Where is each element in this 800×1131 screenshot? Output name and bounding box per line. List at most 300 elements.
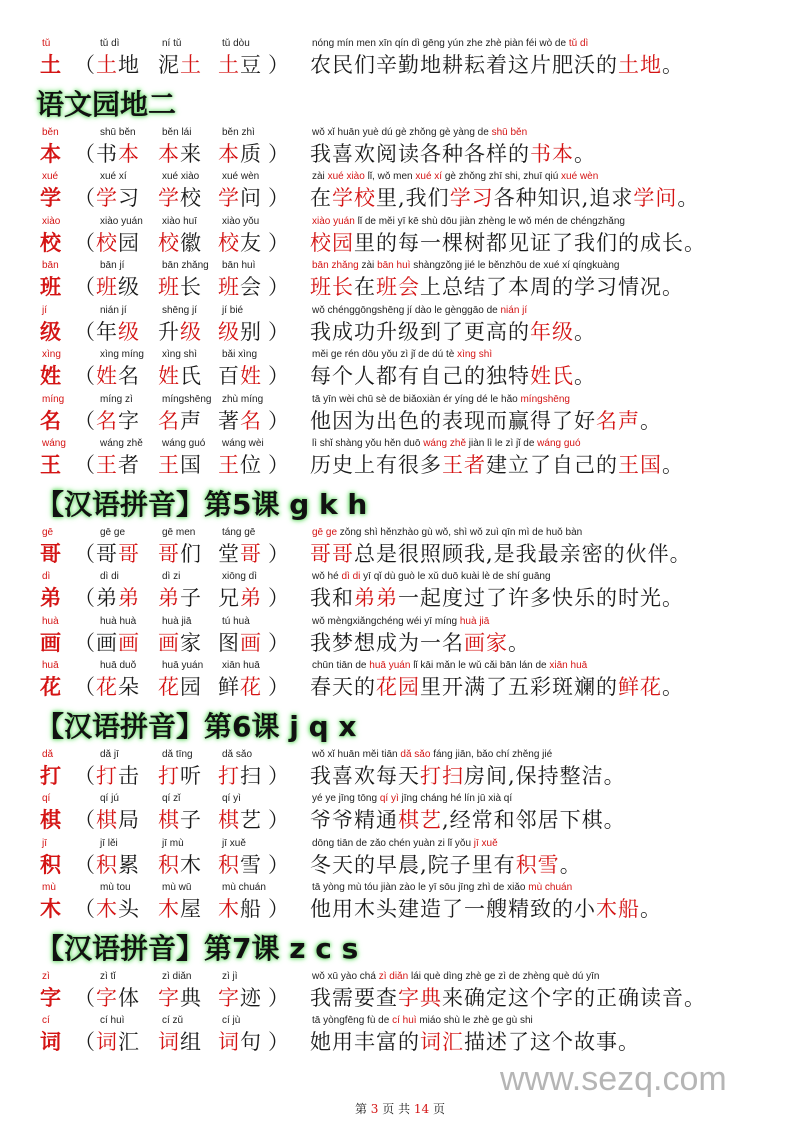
- sentence-segment: 。: [640, 408, 662, 433]
- example-sentence: [310, 450, 684, 480]
- word: [158, 1027, 202, 1057]
- sentence-segment: 学校: [332, 186, 376, 210]
- sentence-segment: 我喜欢阅读各种各样的: [310, 141, 530, 166]
- sentence-segment: 。: [574, 364, 596, 388]
- word-segment: 画: [240, 630, 262, 655]
- word-segment: 园: [118, 230, 140, 255]
- sentence-segment: 一起度过了许多快乐的时光。: [398, 586, 684, 610]
- word: [96, 850, 140, 880]
- sentence-pinyin-segment: lǐ kāi mǎn le wǔ cǎi bān lán de: [410, 660, 550, 671]
- word-segment: 校: [180, 186, 202, 210]
- word-segment: 友: [240, 230, 262, 255]
- word: [96, 317, 140, 347]
- word-segment: 本: [218, 141, 240, 166]
- target-character: 积: [40, 851, 62, 877]
- open-paren: （: [74, 408, 96, 433]
- character-row: [36, 394, 776, 440]
- word-pinyin: dì zi: [162, 571, 181, 582]
- sentence-pinyin: [312, 838, 498, 850]
- close-paren: ）: [268, 808, 290, 832]
- character-row: [36, 305, 776, 351]
- sentence-segment: 。: [662, 675, 684, 699]
- word: [218, 406, 262, 436]
- word-segment: 级: [118, 319, 140, 344]
- sentence-segment: 学习: [449, 186, 494, 210]
- word: [96, 183, 140, 213]
- word: [158, 583, 202, 613]
- word-pinyin: běn lái: [162, 126, 192, 138]
- word-segment: 名: [118, 364, 140, 388]
- word-segment: 书: [96, 141, 118, 166]
- word-segment: 艺: [240, 808, 262, 832]
- word-pinyin: zhù míng: [222, 393, 264, 405]
- word: [158, 272, 202, 302]
- character-pinyin: dǎ: [42, 748, 54, 760]
- word-segment: 名: [96, 408, 118, 433]
- character-row: [36, 1015, 776, 1061]
- sentence-pinyin-segment: nián jí: [500, 304, 528, 316]
- close-paren: ）: [268, 586, 290, 610]
- word-pinyin: ní tǔ: [162, 38, 182, 49]
- word-segment: 子: [180, 586, 202, 610]
- word-segment: 组: [180, 1030, 202, 1054]
- example-sentence: [310, 183, 699, 213]
- word-pinyin: gē men: [162, 526, 196, 538]
- sentence-pinyin-segment: wáng guó: [537, 438, 581, 449]
- word-pinyin: xiào huī: [162, 215, 198, 227]
- sentence-pinyin: [312, 349, 492, 361]
- example-sentence: [310, 228, 706, 258]
- target-character: 打: [40, 762, 62, 788]
- example-sentence: [310, 672, 684, 702]
- word-segment: 校: [218, 230, 240, 255]
- word-pinyin: qí zǐ: [162, 793, 181, 804]
- word: [218, 50, 262, 80]
- sentence-segment: 棋艺: [398, 808, 442, 832]
- sentence-pinyin-segment: wǒ mèngxiǎngchéng wéi yī míng: [312, 615, 460, 627]
- word-segment: 泥: [158, 53, 180, 77]
- sentence-segment: 。: [574, 141, 596, 166]
- word-pinyin: nián jí: [100, 304, 127, 316]
- sentence-segment: 历史上有很多: [310, 453, 442, 477]
- word-segment: 质: [240, 141, 262, 166]
- sentence-pinyin-segment: tǔ dì: [568, 38, 589, 49]
- character-row: [36, 749, 776, 795]
- word-pinyin: tǔ dòu: [222, 38, 250, 49]
- sentence-segment: 。: [574, 319, 596, 344]
- word: [218, 1027, 262, 1057]
- word-pinyin: dǎ jī: [100, 748, 119, 760]
- character-row: [36, 616, 776, 662]
- sentence-pinyin-segment: wǒ xǐ huān měi tiān: [312, 748, 401, 760]
- word-pinyin: qí jú: [100, 793, 119, 804]
- character-pinyin: tǔ: [42, 38, 51, 49]
- word-segment: 词: [158, 1030, 180, 1054]
- sentence-pinyin-segment: yī qǐ dù guò le xǔ duō kuài lè de shí guāng: [360, 571, 551, 582]
- word-segment: 长: [180, 275, 202, 299]
- word: [158, 450, 202, 480]
- sentence-segment: 班长: [310, 275, 354, 299]
- word-segment: 木: [96, 897, 118, 921]
- open-paren: （: [74, 453, 96, 477]
- word-segment: 班: [158, 275, 180, 299]
- word: [158, 539, 202, 569]
- word-segment: 王: [96, 453, 118, 477]
- word: [218, 761, 262, 791]
- sentence-segment: 。: [662, 53, 684, 77]
- sentence-segment: ,经常和邻居下棋。: [442, 808, 626, 832]
- target-character: 级: [40, 318, 62, 344]
- example-sentence: [310, 317, 596, 347]
- word: [218, 894, 262, 924]
- word-segment: 班: [96, 275, 118, 299]
- section-title: 语文园地二: [36, 87, 177, 121]
- word-segment: 字: [158, 985, 180, 1010]
- character-pinyin: zì: [42, 970, 50, 982]
- target-character: 画: [40, 629, 62, 655]
- sentence-pinyin-segment: jiàn lì le zì jǐ de: [466, 438, 538, 449]
- character-row: [36, 971, 776, 1017]
- close-paren: ）: [268, 408, 290, 433]
- sentence-pinyin-segment: dōng tiān de zǎo chén yuàn zi lǐ yǒu: [312, 837, 474, 849]
- word-segment: 图: [218, 630, 240, 655]
- word-pinyin: xìng shì: [162, 349, 198, 360]
- character-row: [36, 38, 776, 84]
- word: [218, 139, 262, 169]
- sentence-segment: 。: [640, 897, 662, 921]
- word-pinyin: jī mù: [162, 837, 184, 849]
- sentence-segment: 房间,保持整洁。: [464, 763, 626, 788]
- word: [158, 183, 202, 213]
- sentence-segment: 我和: [310, 586, 354, 610]
- sentence-pinyin-segment: zǒng shì hěnzhào gù wǒ, shì wǒ zuì qīn mì de huǒ bàn: [337, 526, 583, 538]
- word: [158, 50, 202, 80]
- word-pinyin: huà huà: [100, 615, 137, 627]
- word-pinyin: huà jiā: [162, 615, 192, 627]
- character-pinyin: dì: [42, 571, 51, 582]
- sentence-segment: 每个人都有自己的独特: [310, 364, 530, 388]
- target-character: 名: [40, 407, 62, 433]
- word-pinyin: xué wèn: [222, 171, 260, 182]
- sentence-pinyin: [312, 127, 527, 139]
- sentence-segment: 来确定这个字的正确读音。: [442, 985, 706, 1010]
- word: [218, 628, 262, 658]
- sentence-segment: 王国: [618, 453, 662, 477]
- word-segment: 花: [158, 675, 180, 699]
- word: [218, 361, 262, 391]
- character-pinyin: míng: [42, 393, 65, 405]
- word-segment: 年: [96, 319, 118, 344]
- word-pinyin: cí jù: [222, 1015, 241, 1026]
- sentence-pinyin-segment: tā yīn wèi chū sè de biǎoxiàn ér yíng dé le hǎo: [312, 393, 521, 405]
- word-pinyin: wáng zhě: [100, 438, 143, 449]
- character-pinyin: xiào: [42, 215, 61, 227]
- word-pinyin: mù tou: [100, 882, 131, 893]
- target-character: 土: [40, 52, 62, 77]
- close-paren: ）: [268, 230, 290, 255]
- sentence-segment: 在: [354, 275, 376, 299]
- character-pinyin: jí: [42, 304, 47, 316]
- close-paren: ）: [268, 763, 290, 788]
- character-row: [36, 882, 776, 928]
- word-segment: 校: [158, 230, 180, 255]
- sentence-pinyin-segment: wǒ hé: [312, 571, 342, 582]
- word-pinyin: xiào yǒu: [222, 215, 260, 227]
- word-segment: 土: [96, 53, 118, 77]
- word-segment: 声: [180, 408, 202, 433]
- word-segment: 哥: [118, 541, 140, 566]
- sentence-pinyin-segment: dǎ sǎo: [400, 748, 431, 760]
- word-segment: 画: [118, 630, 140, 655]
- example-sentence: [310, 761, 626, 791]
- sentence-pinyin-segment: xué xiào: [327, 171, 365, 182]
- word-pinyin: jī lěi: [100, 837, 118, 849]
- close-paren: ）: [268, 1030, 290, 1054]
- open-paren: （: [74, 53, 96, 77]
- word-segment: 哥: [158, 541, 180, 566]
- sentence-pinyin-segment: tā yòng mù tóu jiàn zào le yī sōu jīng zhì de xiǎo: [312, 882, 529, 893]
- example-sentence: [310, 805, 626, 835]
- sentence-segment: 。: [508, 630, 530, 655]
- word-segment: 豆: [240, 53, 262, 77]
- sentence-segment: 她用丰富的: [310, 1030, 420, 1054]
- word-segment: 画: [96, 630, 118, 655]
- sentence-segment: 书本: [530, 141, 574, 166]
- word: [96, 139, 140, 169]
- word-pinyin: huā duǒ: [100, 660, 137, 671]
- sentence-pinyin: [312, 527, 582, 539]
- word: [218, 450, 262, 480]
- open-paren: （: [74, 852, 96, 877]
- sentence-pinyin: [312, 660, 587, 672]
- word: [158, 761, 202, 791]
- sentence-pinyin-segment: shàngzǒng jié le běnzhōu de xué xí qíngkuàng: [410, 260, 620, 271]
- word: [158, 850, 202, 880]
- word-pinyin: dì di: [100, 571, 119, 582]
- word: [218, 272, 262, 302]
- sentence-pinyin-segment: huà jiā: [459, 615, 490, 627]
- close-paren: ）: [268, 453, 290, 477]
- target-character: 王: [40, 452, 62, 477]
- sentence-pinyin-segment: wǒ xǐ huān yuè dú gè zhǒng gè yàng de: [312, 126, 492, 138]
- word-segment: 雪: [240, 852, 262, 877]
- word-segment: 累: [118, 852, 140, 877]
- sentence-pinyin-segment: xué wèn: [561, 171, 599, 182]
- sentence-pinyin-segment: tā yòngfēng fù de: [312, 1015, 393, 1026]
- sentence-segment: 建立了自己的: [486, 453, 618, 477]
- target-character: 词: [40, 1029, 62, 1054]
- example-sentence: [310, 361, 596, 391]
- word-segment: 别: [240, 319, 262, 344]
- word-pinyin: gē ge: [100, 526, 126, 538]
- word-segment: 兄: [218, 586, 240, 610]
- sentence-pinyin-segment: lǐ, wǒ men: [364, 171, 416, 182]
- word: [218, 539, 262, 569]
- word: [158, 139, 202, 169]
- sentence-segment: 我需要查: [310, 985, 398, 1010]
- word-pinyin: bān zhǎng: [162, 260, 209, 271]
- word-pinyin: zì jì: [222, 970, 238, 982]
- word: [218, 850, 262, 880]
- sentence-pinyin-segment: bān zhǎng: [312, 260, 359, 271]
- word-segment: 哥: [240, 541, 262, 566]
- character-row: [36, 349, 776, 395]
- sentence-segment: 学问: [633, 186, 678, 210]
- sentence-segment: 总是很照顾我,是我最亲密的伙伴。: [354, 541, 692, 566]
- sentence-segment: 冬天的早晨,院子里有: [310, 852, 516, 877]
- word: [158, 672, 202, 702]
- character-pinyin: mù: [42, 882, 56, 893]
- sentence-pinyin-segment: zì diǎn: [378, 970, 409, 982]
- word-segment: 校: [96, 230, 118, 255]
- word-segment: 班: [218, 275, 240, 299]
- open-paren: （: [74, 586, 96, 610]
- target-character: 哥: [40, 540, 62, 566]
- word: [96, 450, 140, 480]
- word: [218, 805, 262, 835]
- word-segment: 棋: [158, 808, 180, 832]
- word-segment: 学: [96, 186, 118, 210]
- word-segment: 级: [218, 319, 240, 344]
- section-title: 【汉语拼音】第5课 g k h: [36, 487, 368, 521]
- word-segment: 名: [158, 408, 180, 433]
- sentence-pinyin: [312, 394, 570, 406]
- sentence-pinyin-segment: míngshēng: [520, 393, 570, 405]
- close-paren: ）: [268, 186, 290, 210]
- word-segment: 头: [118, 897, 140, 921]
- word-segment: 画: [158, 630, 180, 655]
- word-segment: 土: [180, 53, 202, 77]
- sentence-segment: 爷爷精通: [310, 808, 398, 832]
- word-segment: 词: [218, 1030, 240, 1054]
- sentence-segment: 画家: [464, 630, 508, 655]
- footer-prefix: 第: [354, 1102, 367, 1116]
- word-segment: 级: [118, 275, 140, 299]
- word-pinyin: zì tǐ: [100, 970, 116, 982]
- close-paren: ）: [268, 319, 290, 344]
- sentence-segment: 打扫: [420, 763, 464, 788]
- sentence-pinyin-segment: chūn tiān de: [312, 660, 370, 671]
- open-paren: （: [74, 808, 96, 832]
- footer-mid: 页 共: [382, 1102, 411, 1116]
- sentence-segment: 姓氏: [530, 364, 574, 388]
- word: [96, 228, 140, 258]
- word-segment: 打: [158, 763, 180, 788]
- word-pinyin: shū běn: [100, 126, 136, 138]
- word-segment: 字: [96, 985, 118, 1010]
- sentence-pinyin: [312, 216, 625, 228]
- word: [96, 50, 140, 80]
- word: [96, 805, 140, 835]
- word: [158, 894, 202, 924]
- section-title: 【汉语拼音】第6课 j q x: [36, 709, 357, 743]
- open-paren: （: [74, 230, 96, 255]
- word-segment: 击: [118, 763, 140, 788]
- word: [158, 361, 202, 391]
- close-paren: ）: [268, 364, 290, 388]
- word-pinyin: zì diǎn: [162, 970, 192, 982]
- sentence-pinyin-segment: jī xuě: [473, 837, 498, 849]
- word: [96, 539, 140, 569]
- word: [218, 672, 262, 702]
- open-paren: （: [74, 630, 96, 655]
- word-segment: 木: [180, 852, 202, 877]
- sentence-pinyin: [312, 305, 527, 317]
- character-pinyin: cí: [42, 1015, 50, 1026]
- character-row: [36, 838, 776, 884]
- sentence-segment: 我成功升级到了更高的: [310, 319, 530, 344]
- target-character: 姓: [40, 363, 62, 388]
- word-segment: 地: [118, 53, 140, 77]
- sentence-pinyin: [312, 793, 512, 805]
- sentence-segment: 春天的: [310, 675, 376, 699]
- word-pinyin: xué xiào: [162, 171, 200, 182]
- sentence-segment: 积雪: [515, 852, 560, 877]
- word-segment: 弟: [96, 586, 118, 610]
- character-row: [36, 527, 776, 573]
- open-paren: （: [74, 364, 96, 388]
- word: [96, 761, 140, 791]
- sentence-pinyin-segment: shū běn: [491, 126, 528, 138]
- page-footer: [0, 1100, 800, 1117]
- word: [96, 894, 140, 924]
- word-pinyin: xìng míng: [100, 349, 144, 360]
- character-pinyin: jī: [42, 837, 47, 849]
- sentence-pinyin-segment: nóng mín men xīn qín dì gēng yún zhe zhè piàn féi wò de: [312, 38, 569, 49]
- word-segment: 哥: [96, 541, 118, 566]
- sentence-segment: 木船: [596, 897, 640, 921]
- sentence-segment: 班会: [376, 275, 420, 299]
- word-segment: 位: [240, 453, 262, 477]
- word: [158, 983, 202, 1013]
- word-segment: 本: [118, 141, 140, 166]
- character-row: [36, 216, 776, 262]
- watermark: www.sezq.com: [500, 1060, 727, 1098]
- example-sentence: [310, 406, 662, 436]
- sentence-pinyin-segment: xìng shì: [457, 349, 493, 360]
- word-pinyin: bǎi xìng: [222, 349, 258, 360]
- sentence-segment: 上总结了本周的学习情况。: [420, 275, 684, 299]
- sentence-segment: 农民们辛勤地耕耘着这片肥沃的: [310, 53, 618, 77]
- close-paren: ）: [268, 630, 290, 655]
- word-pinyin: mù chuán: [222, 882, 266, 893]
- character-row: [36, 571, 776, 617]
- word-segment: 升: [158, 319, 180, 344]
- word-segment: 迹: [240, 985, 262, 1010]
- word-pinyin: huā yuán: [162, 660, 204, 671]
- sentence-segment: 我喜欢每天: [310, 763, 420, 788]
- word-pinyin: jī xuě: [222, 837, 246, 849]
- word-pinyin: wáng wèi: [222, 438, 264, 449]
- word-segment: 字: [218, 985, 240, 1010]
- word-segment: 家: [180, 630, 202, 655]
- word-segment: 弟: [118, 586, 140, 610]
- sentence-segment: 。: [662, 453, 684, 477]
- word-pinyin: tǔ dì: [100, 38, 120, 49]
- word-segment: 王: [158, 453, 180, 477]
- example-sentence: [310, 583, 684, 613]
- sentence-pinyin-segment: cí huì: [392, 1015, 417, 1026]
- word: [218, 317, 262, 347]
- word: [158, 317, 202, 347]
- sentence-pinyin: [312, 571, 551, 583]
- open-paren: （: [74, 675, 96, 699]
- sentence-pinyin: [312, 749, 552, 761]
- sentence-pinyin-segment: mù chuán: [528, 882, 573, 893]
- word-pinyin: dǎ tīng: [162, 748, 193, 760]
- word-segment: 积: [96, 852, 118, 877]
- word-segment: 船: [240, 897, 262, 921]
